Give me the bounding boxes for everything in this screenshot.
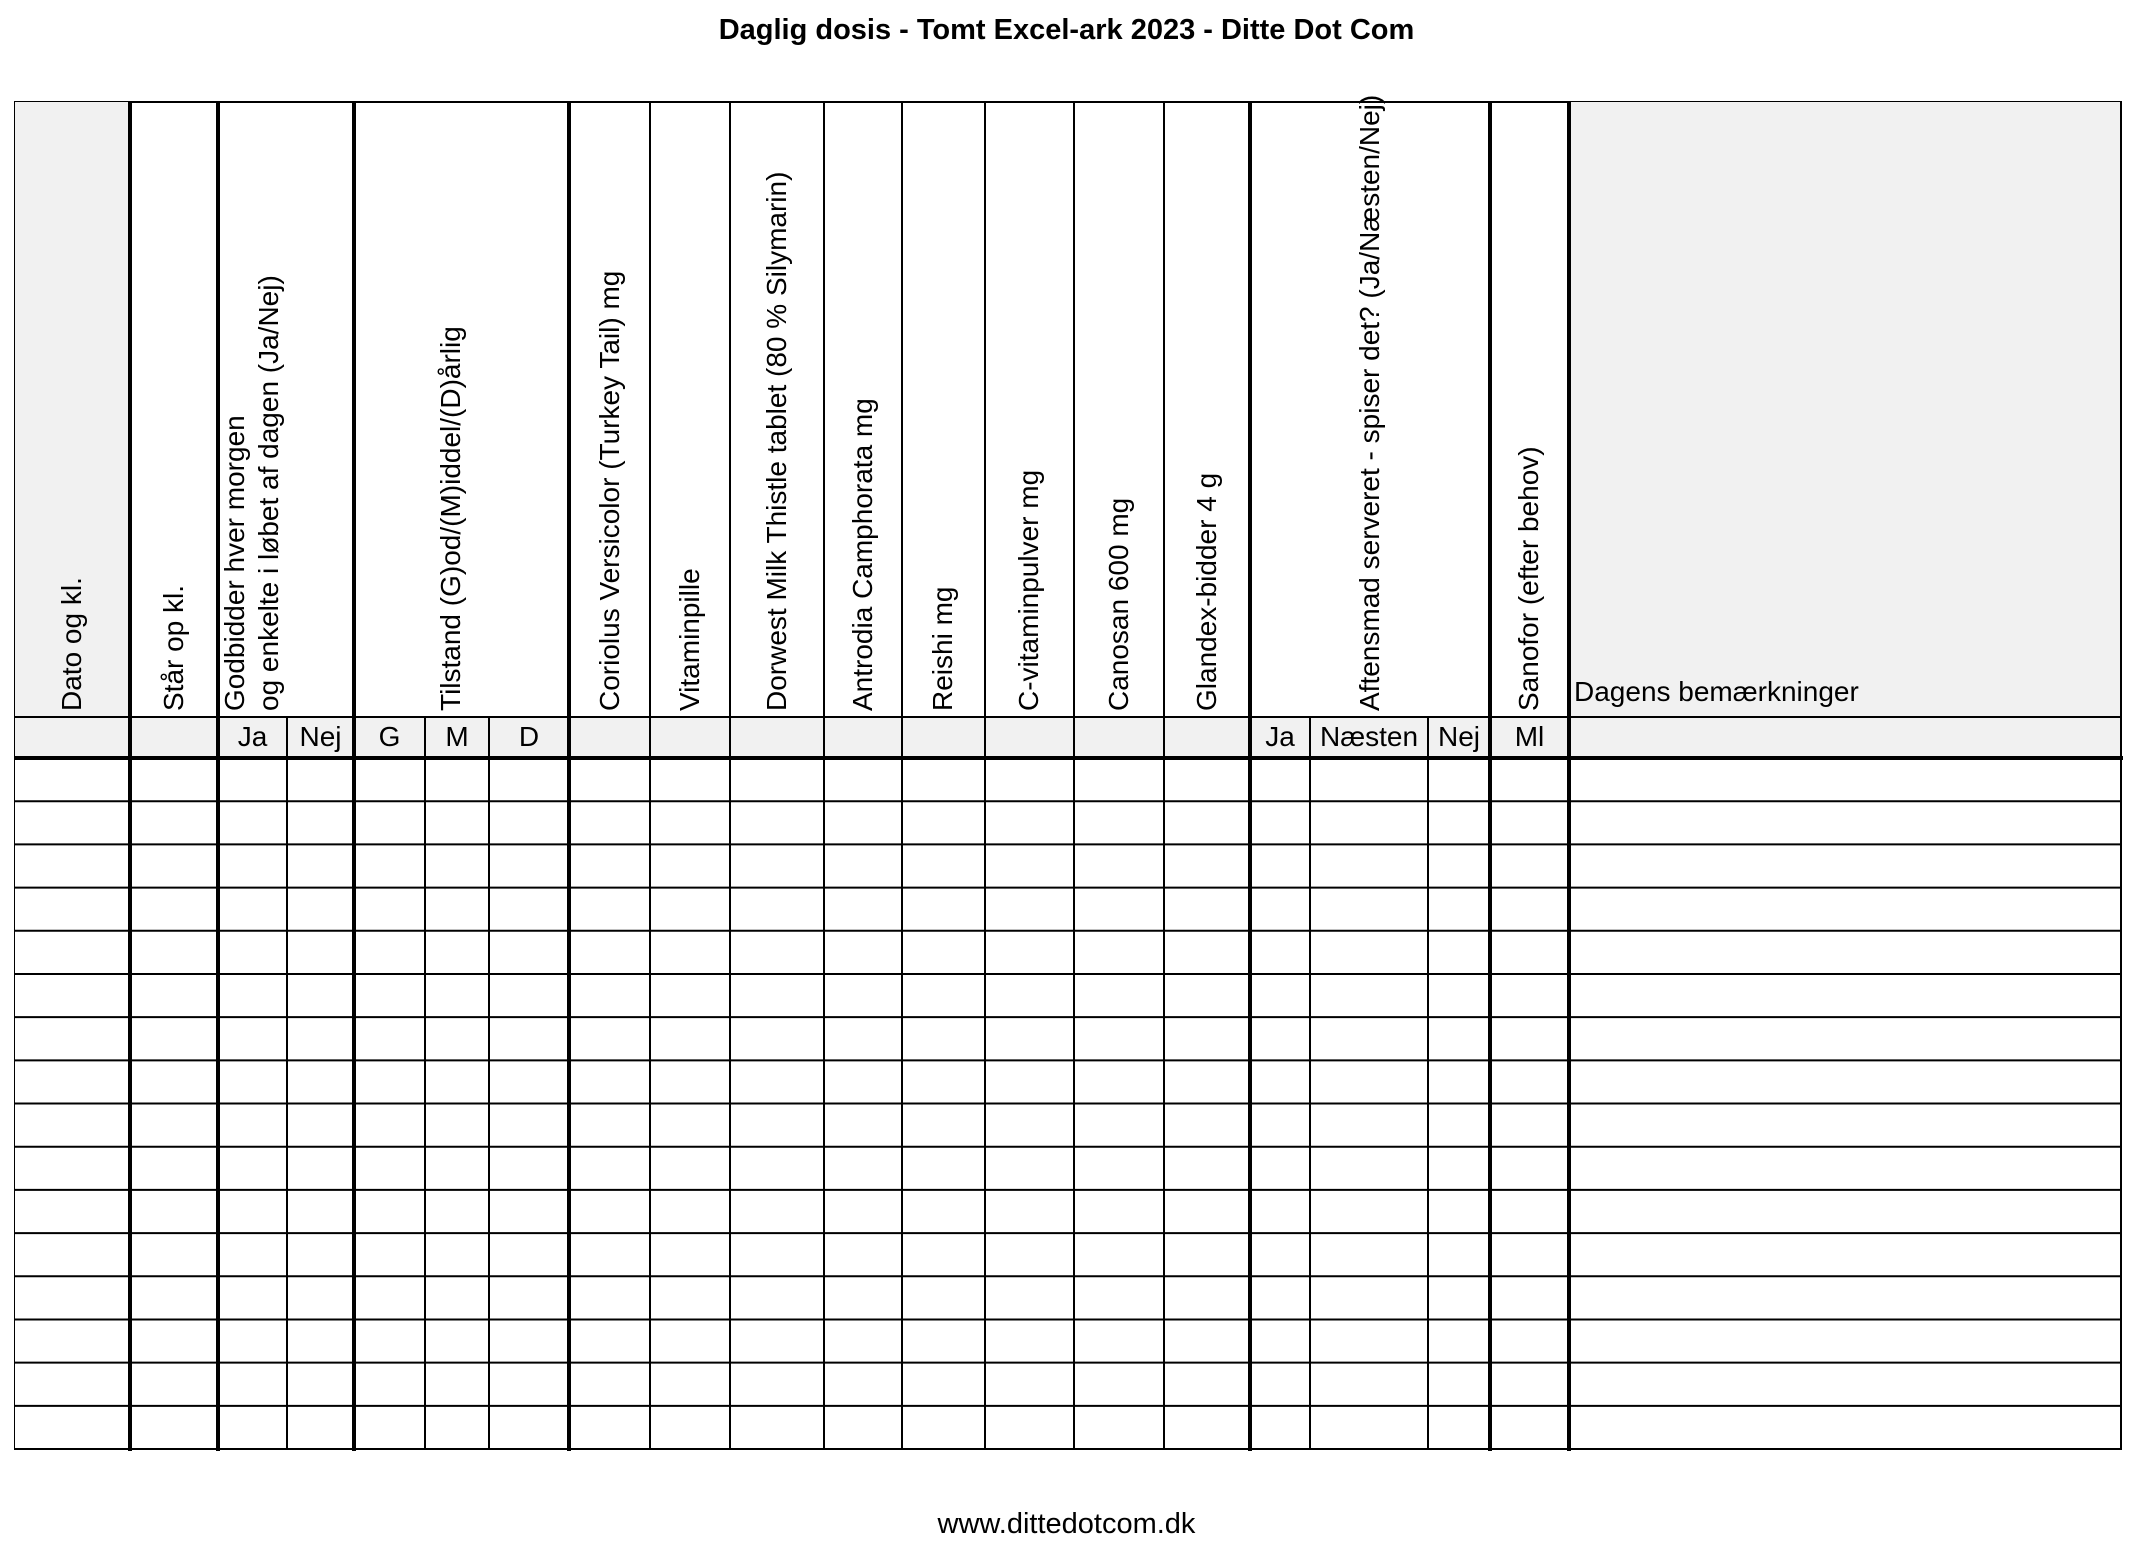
column-header-reishi: Reishi mg [927,586,958,711]
sub-header-aftensmad-nej: Nej [1437,721,1480,752]
sub-header-tilstand-m: M [445,721,469,752]
footer-url: www.dittedotcom.dk [937,1508,1196,1540]
sub-header-godbidder-nej: Nej [299,721,342,752]
column-header-antrodia: Antrodia Camphorata mg [847,398,878,711]
sub-header-aftensmad-næsten: Næsten [1319,721,1419,752]
column-header-aftensmad: Aftensmad serveret - spiser det? (Ja/Næsten/Nej) [1354,94,1385,711]
sub-header-tilstand-d: D [518,721,540,752]
remarks-column-header-fill [1569,101,2121,758]
column-header-dato: Dato og kl. [56,577,87,711]
column-header-coriolus: Coriolus Versicolor (Turkey Tail) mg [594,270,625,711]
page-title: Daglig dosis - Tomt Excel-ark 2023 - Ditte Dot Com [718,14,1415,46]
column-header-canosan: Canosan 600 mg [1103,497,1134,711]
column-header-dorwest: Dorwest Milk Thistle tablet (80 % Silymarin) [761,171,792,711]
dose-log-table [14,101,2124,1451]
column-header-glandex: Glandex-bidder 4 g [1191,472,1222,711]
column-header-godbidder: Godbidder hver morgen og enkelte i løbet af dagen (Ja/Nej) [219,275,284,711]
column-header-vitaminpille: Vitaminpille [674,568,705,711]
column-header-tilstand: Tilstand (G)od/(M)iddel/(D)årlig [435,326,466,711]
column-header-staar: Står op kl. [158,584,189,711]
column-header-sanofor: Sanofor (efter behov) [1513,446,1544,711]
sub-header-tilstand-g: G [378,721,401,752]
column-header-bemaerkninger: Dagens bemærkninger [1574,676,1859,707]
sub-header-aftensmad-ja: Ja [1265,721,1295,752]
column-header-cvitamin: C-vitaminpulver mg [1013,469,1044,711]
sub-header-godbidder-ja: Ja [237,721,268,752]
sub-header-sanofor-ml: Ml [1514,721,1545,752]
